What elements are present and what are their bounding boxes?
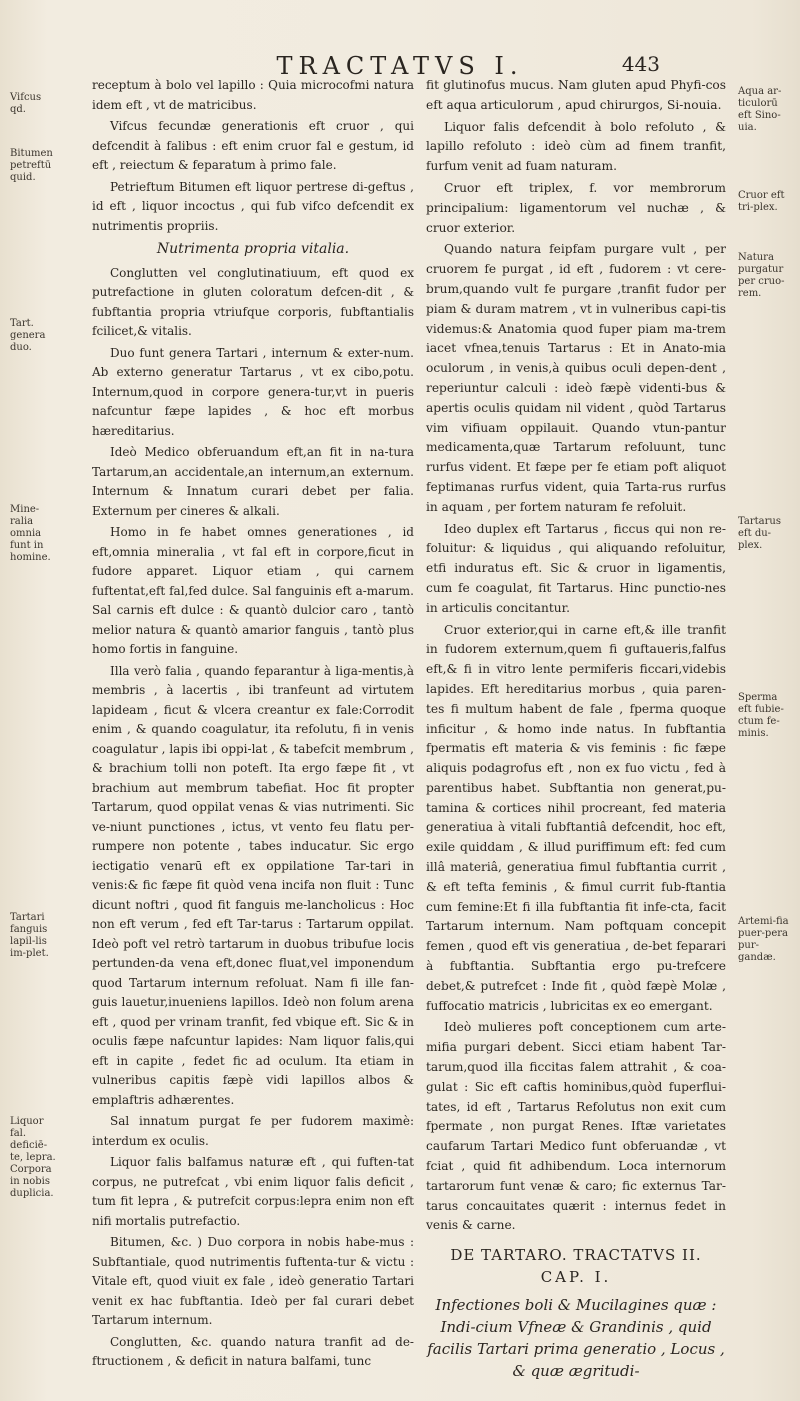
paragraph: Liquor falis balfamus naturæ eft , qui fuften-tat corpus, ne putrefcat , vbi enim liquor falis deficit , tum fit lepra , & putrefcit corpus:lepra enim non eft nifi mortalis putrefactio. [92, 1155, 414, 1228]
margin-note-right-3: Natura purgatur per cruo-rem. [738, 252, 785, 299]
paragraph: receptum à bolo vel lapillo : Quia microcofmi natura idem eft , vt de matricibus. [92, 78, 414, 112]
paragraph: Sal innatum purgat fe per fudorem maximè: interdum ex oculis. [92, 1114, 414, 1148]
paragraph: Conglutten vel conglutinatiuum, eft quod ex putrefactione in gluten coloratum defcen-dit , & fubftantia propria vtriufque corporis, fubftantialis fcilicet,& vitalis. [92, 265, 414, 338]
paragraph: Cruor eft triplex, f. vor membrorum principalium: ligamentorum vel nuchæ , & cruor exterior. [426, 180, 726, 235]
paragraph: Illa verò falia , quando feparantur à liga-mentis,à membris , à lacertis , ibi tranfeunt ad virtutem lapideam , ficut & vlcera creantur ex fale:Corrodit enim , & quando coagulatur, ita refolutu, fi in venis coagulatur , lapis ibi oppi-lat , & tabefcit membrum , & brachium tolli non poteft. Ita ergo fæpe fit , vt brachium aut membrum tabefiat. Hoc fit propter Tartarum, quod oppilat venas & vias nutrimenti. Sic ve-niunt punctiones , ictus, vt vento feu flatu per-rumpere non potente , tabes inducatur. Sic ergo iectigatio venarū eft ex oppilatione Tar-tari in venis:& fic fæpe fit quòd vena incifa non fluit : Tunc dicunt noftri , quod fit fanguis me-lancholicus : Hoc non eft verum , fed eft Tar-tarus : Tartarum oppilat. Ideò poft vel retrò tartarum in duobus tribufue locis pertunden-da vena eft,donec fluat,vel imponendum quod Tartarum internum refoluat. Nam fi ille fan-guis lauetur,inueniens lapillos. Ideò non folum arena eft , quod per vrinam tranfit, fed vbique eft. Sic & in oculis fæpe nafcuntur lapides: Nam liquor falis,qui eft in capite , fedet fic ad oculum. Ita etiam in vulneribus capitis fæpè vidi lapillos albos & emplaftris adhærentes. [92, 663, 414, 1107]
margin-note-left-5: Tartari fanguis lapil-lis im-plet. [10, 912, 49, 959]
paragraph: Petrieftum Bitumen eft liquor pertrese di-geftus , id eft , liquor incoctus , qui fub vifco defcendit ex nutrimentis propriis. [92, 179, 414, 233]
margin-note-left-2: Bitumen petreftū quid. [10, 148, 53, 183]
paragraph: Bitumen, &c. ) Duo corpora in nobis habe-mus : Subftantiale, quod nutrimentis fuftenta-tur & victu : Vitale eft, quod viuit ex fale , ideò generatio Tartari venit ex hac fubftantia. Ideò per fal curari debet Tartarum internum. [92, 1235, 414, 1327]
subheading: Nutrimenta propria vitalia. [156, 241, 350, 257]
margin-note-right-6: Artemi-fia puer-pera pur-gandæ. [738, 916, 789, 963]
margin-note-left-3: Tart. genera duo. [10, 318, 46, 353]
paragraph: Liquor falis defcendit à bolo refoluto , & lapillo refoluto : ideò cùm ad finem tranfit, furfum venit ad fuam naturam. [426, 119, 726, 174]
text-column-right [426, 76, 726, 1382]
chapter-label: CAP. I. [540, 1268, 612, 1287]
paragraph: Ideò Medico obferuandum eft,an fit in na-tura Tartarum,an accidentale,an internum,an externum. Internum & Innatum curari debet per falia. Externum per cineres & alkali. [92, 445, 414, 518]
page-number: 443 [621, 52, 660, 76]
margin-note-left-4: Mine-ralia omnia funt in homine. [10, 504, 51, 563]
margin-note-right-2: Cruor eft tri-plex. [738, 190, 785, 213]
text-column-left [92, 76, 414, 1374]
paragraph: Ideo duplex eft Tartarus , ficcus qui non re-foluitur: & liquidus , qui aliquando refoluitur, etfi induratus eft. Sic & cruor in ligamentis, cum fe coagulat, fit Tartarus. Hinc punctio-nes in articulis concitantur. [426, 521, 726, 615]
margin-note-left-6: Liquor fal. deficiē-te, lepra. Corpora in nobis duplicia. [10, 1116, 56, 1199]
section-heading: DE TARTARO. TRACTATVS II. [450, 1246, 702, 1265]
margin-note-right-4: Tartarus eft du-plex. [738, 516, 781, 551]
paragraph: Ideò mulieres poft conceptionem cum arte-mifia purgari debent. Sicci etiam habent Tar-tarum,quod illa ficcitas falem attrahit , & coa-gulat : Sic eft caftis hominibus,quòd fuperflui-tates, id eft , Tartarus Refolutus non exit cum fpermate , non purgat Renes. Iftæ varietates caufarum Tartari Medico funt obferuandæ , vt fciat , quid fit adhibendum. Loca internorum tartarorum funt venæ & caro; fic externus Tar-tarus concauitates quærit : internus fedet in venis & carne. [426, 1020, 726, 1233]
paragraph: Vifcus fecundæ generationis eft cruor , qui defcendit à falibus : eft enim cruor fal e gestum, id eft , reiectum & feparatum à primo fale. [92, 119, 414, 172]
chapter-summary: Infectiones boli & Mucilagines quæ : Indi-cium Vfneæ & Grandinis , quid facilis Tartari prima generatio , Locus , & quæ ægritudi- [427, 1295, 725, 1380]
running-title: TRACTATVS I. [276, 52, 524, 80]
paragraph: Conglutten, &c. quando natura tranfit ad de-ftructionem , & deficit in natura balfami, tunc [92, 1334, 414, 1368]
paragraph: Homo in fe habet omnes generationes , id eft,omnia mineralia , vt fal eft in corpore,ficut in fudore apparet. Liquor etiam , qui carnem fuftentat,eft fal,fed dulce. Sal fanguinis eft a-marum. Sal carnis eft dulce : & quantò dulcior caro , tantò melior natura & quantò amarior fanguis , tantò plus homo fortis in fanguine. [92, 525, 414, 656]
paragraph: fit glutinofus mucus. Nam gluten apud Phyfi-cos eft aqua articulorum , apud chirurgos, Si-nouia. [426, 78, 726, 112]
margin-note-right-5: Sperma eft fubie-ctum fe-minis. [738, 692, 784, 739]
paragraph: Quando natura feipfam purgare vult , per cruorem fe purgat , id eft , fudorem : vt cere-brum,quando vult fe purgare ,tranfit fudor per piam & duram matrem , vt in vulneribus capi-tis videmus:& Anatomia quod fuper piam ma-trem iacet vfnea,tenuis Tartarus : Et in Anato-mia oculorum , in venis,à quibus oculi depen-dent , reperiuntur calculi : ideò fæpè videnti-bus & apertis oculis quidam nil vident , quòd Tartarus vim vifiuam oppilauit. Quando vtun-pantur medicamenta,quæ Tartarum refoluunt, tunc rurfus vident. Et fæpe per fe etiam poft aliquot feptimanas rurfus vident, quia Tarta-rus rurfus in aquam , per fortem naturam fe refoluit. [426, 242, 726, 514]
margin-note-left-1: Vifcus qd. [10, 92, 42, 115]
paragraph: Duo funt genera Tartari , internum & exter-num. Ab externo generatur Tartarus , vt ex cibo,potu. Internum,quod in corpore genera-tur,vt in pueris nafcuntur fæpe lapides , & hoc eft morbus hæreditarius. [92, 345, 414, 438]
paragraph: Cruor exterior,qui in carne eft,& ille tranfit in fudorem externum,quem fi guftaueris,falfus eft,& fi in vitro lente permiferis ficcari,videbis lapides. Eft hereditarius morbus , quia paren-tes fi multum habent de fale , fperma quoque inficitur , & homo inde natus. In fubftantia fpermatis eft materia & vis feminis : fic fæpe aliquis podagrofus eft , non ex fuo victu , fed à parentibus habet. Subftantia non generat,pu-tamina & cortices nihil procreant, fed materia generatiua à vitali fubftantiâ defcendit, hoc eft, exile quiddam , & illud puriffimum eft: fed cum illâ materiâ, generatiua fimul fubftantia currit , & eft tefta feminis , & fimul currit fub-ftantia cum femine:Et fi illa fubftantia fit infe-cta, facit Tartarum internum. Nam poftquam concepit femen , quod eft vis generatiua , de-bet feparari à fubftantia. Subftantia ergo pu-trefcere debet,& putrefcet : Inde fit , quòd fæpè Molæ , fuffocatio matricis , lubricitas ex eo emergant. [426, 622, 726, 1013]
margin-note-right-1: Aqua ar-ticulorū eft Sino-uia. [738, 86, 782, 133]
